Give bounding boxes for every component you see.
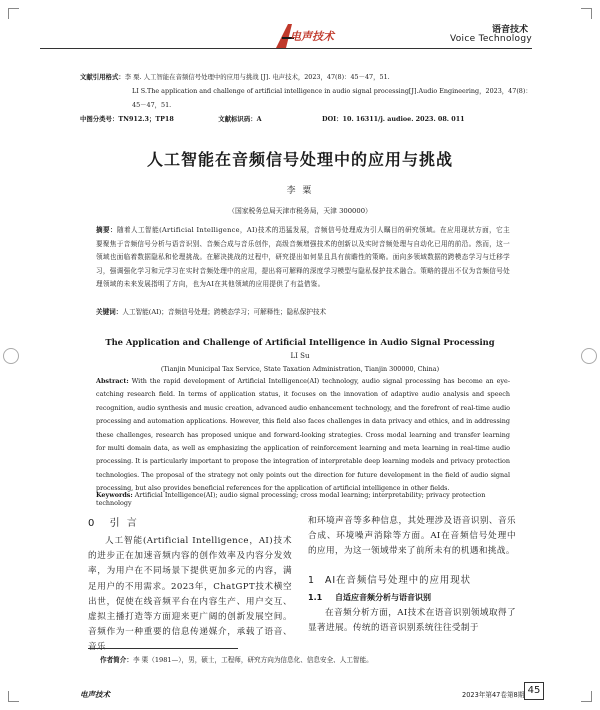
header-journal-cn: 语音技术	[491, 25, 528, 35]
doi-value: 10. 16311/j. audioe. 2023. 08. 011	[342, 115, 465, 123]
doi-label: DOI：	[322, 115, 343, 123]
footnote	[100, 654, 520, 664]
section-1-1-text: 在音频分析方面，AI技术在语音识别领域取得了显著进展。传统的语音识别系统往往受制于	[308, 608, 516, 634]
page-title-en: The Application and Challenge of Artificial Intelligence in Audio Signal Processing	[105, 337, 495, 347]
keywords-en-text: Artificial Intelligence(AI); audio signal processing; cross modal learning; interpretability; privacy protection technology	[96, 491, 486, 507]
keywords-cn-text: 人工智能(AI)；音频信号处理；跨模态学习；可解释性；隐私保护技术	[122, 308, 327, 316]
section-0-heading	[88, 514, 139, 529]
citation-en-line-2: 45－47，51.	[132, 101, 172, 109]
right-column-text: 和环境声音等多种信息，其处理涉及语音识别、音乐合成、环境噪声消除等方面。AI在音频信号处理中的应用，为这一领域带来了前所未有的机遇和挑战。	[308, 516, 516, 557]
section-1-number: 1	[308, 575, 314, 586]
doc-code: A	[256, 115, 262, 123]
section-1-title: AI在音频信号处理中的应用现状	[324, 575, 472, 586]
section-0-title: 引 言	[109, 518, 139, 529]
citation-cn-line	[80, 70, 540, 84]
keywords-en	[96, 491, 510, 507]
header-journal-en: Voice Technology	[449, 34, 532, 44]
citation-label: 文献引用格式：	[80, 73, 125, 81]
section-1-heading	[308, 572, 471, 586]
footnote-label: 作者简介：	[100, 656, 133, 664]
affiliation-en: (Tianjin Municipal Tax Service, State Taxation Administration, Tianjin 300000, China)	[160, 365, 440, 373]
doc-code-label: 文献标识码：	[218, 115, 257, 123]
abstract-cn-label: 摘要：	[96, 226, 118, 234]
abstract-cn-text: 随着人工智能(Artificial Intelligence，AI)技术的迅猛发展，音频信号处理成为引人瞩目的研究领域。在应用现状方面，它主要聚焦于音频信号分析与语音识别、音频合成与音乐创作，高级音频增强技术的创新以及实时音频处理与自动化已用的前沿。然而，这一领域也面临着数据隐私和伦理挑战。在解决挑战的过程中，研究提出如何显且具有前瞻性的策略。面向多领域数据的跨模态学习与迁移学习，强调强化学习和元学习在实时音频处理中的应用，提出将可解释的深度学习模型与隐私保护技术融合。策略的提出不仅为音频信号处理领域的未来发展指明了方向，也为AI在其他领域的应用提供了有益借鉴。	[96, 226, 510, 288]
abstract-cn	[96, 224, 510, 292]
clc-code: TN912.3；TP18	[118, 115, 174, 123]
keywords-cn	[96, 306, 510, 316]
author-en: LI Su	[290, 352, 310, 360]
footnote-rule	[88, 648, 238, 649]
citation-cn: 李 栗. 人工智能在音频信号处理中的应用与挑战 [J]. 电声技术，2023，47(8)：45－47，51.	[124, 73, 390, 81]
header-rule	[40, 48, 532, 49]
keywords-en-label: Keywords:	[96, 491, 133, 499]
footer-logo-text: 电声技术	[80, 690, 110, 699]
page-title-cn: 人工智能在音频信号处理中的应用与挑战	[146, 150, 453, 169]
section-1-1-heading	[308, 592, 431, 603]
crop-mark-top-left	[8, 8, 19, 19]
clc-label: 中图分类号：	[80, 115, 119, 123]
journal-logo	[272, 20, 342, 50]
citation-block	[80, 70, 540, 126]
section-0-text: 人工智能(Artificial Intelligence，AI)技术的进步正在加速音频内容的创作效率及内容分发效率，为用户在不同场景下提供更加多元的内容，满足用户的不用需求。2023年，ChatGPT技术横空出世，促使在线音频平台在内容生产、用户交互、虚拟主播打造等方面迎来更广阔的创新发展空间。音频作为一种重要的信息传递媒介，承载了语音、	[88, 536, 292, 638]
classification-line	[80, 112, 540, 126]
footer-issue: 2023年第47卷第8期	[462, 691, 525, 699]
crop-mark-bottom-left	[8, 691, 19, 702]
abstract-en-label: Abstract:	[96, 377, 129, 385]
author-cn: 李 粟	[286, 186, 314, 196]
abstract-en-text: With the rapid development of Artificial Intelligence(AI) technology, audio signal processing has become an eye-catching research field. In terms of application status, it focuses on the innovation of adaptive audio analysis and speech recognition, audio synthesis and music creation, advanced audio enhancement technology, and the forefront of real-time audio processing and automation applications. However, this field also faces challenges in data privacy and ethics, and in addressing these challenges, research has proposed unique and forward-looking strategies. Cross modal learning and transfer learning for multi domain data, as well as emphasizing the application of reinforcement learning and meta learning in real-time audio processing. It is particularly important to propose the integration of interpretable deep learning models and privacy protection technologies. The proposal of the strategy not only points out the direction for future development in the field of audio signal processing, but also provides beneficial references for the application of artificial intelligence in other fields.	[96, 377, 510, 493]
page-number: 45	[524, 682, 544, 700]
abstract-en	[96, 375, 510, 496]
citation-en-line-1: LI S.The application and challenge of artificial intelligence in audio signal processing[J].Audio Engineering，2023，47(8)：	[132, 87, 532, 95]
keywords-cn-label: 关键词：	[96, 308, 123, 316]
crop-mark-top-right	[581, 8, 592, 19]
crop-mark-bottom-right	[581, 691, 592, 702]
section-1-1-number: 1.1	[308, 593, 323, 602]
journal-logo-text: 电声技术	[290, 30, 334, 43]
footnote-text: 李 栗（1981—），男，硕士，工程师，研究方向为信息化、信息安全、人工智能。	[132, 656, 373, 664]
affiliation-cn: （国家税务总局天津市税务局，天津 300000）	[228, 207, 372, 215]
section-1-1-title: 自适应音频分析与语音识别	[334, 593, 431, 602]
section-0-number: 0	[88, 518, 95, 529]
